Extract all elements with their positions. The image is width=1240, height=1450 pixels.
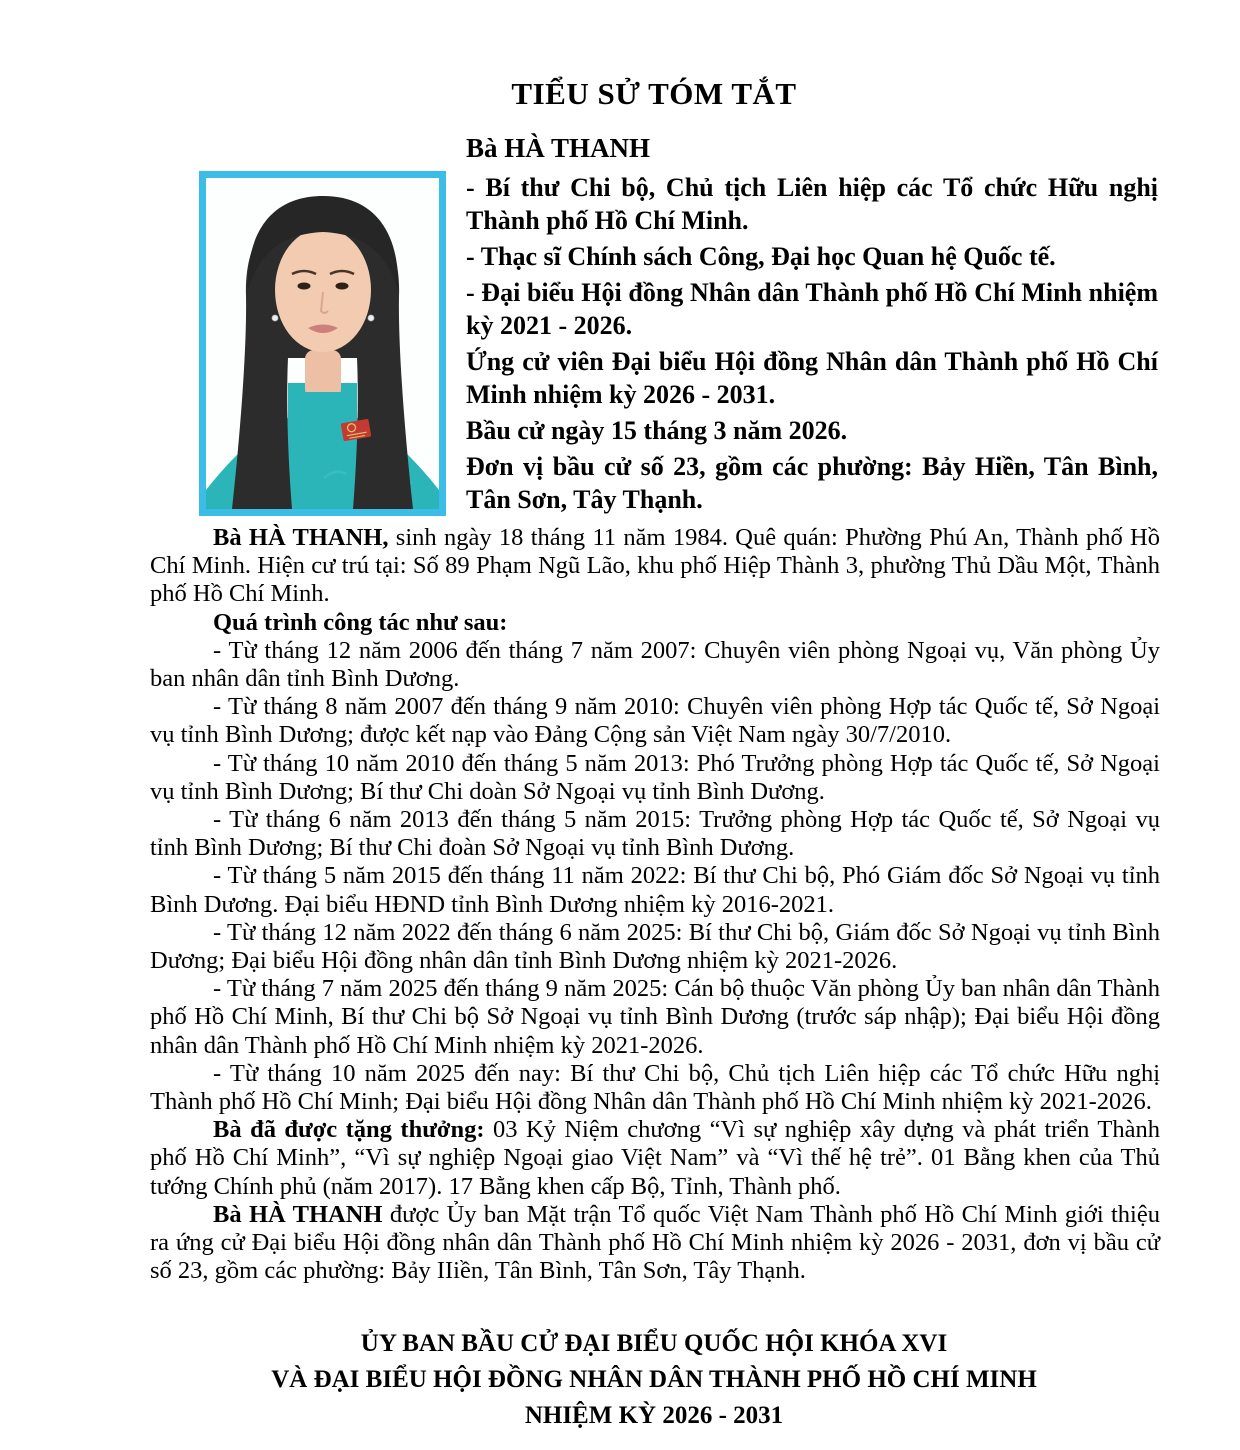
face <box>275 228 371 352</box>
footer-line-committee: ỦY BAN BẦU CỬ ĐẠI BIỂU QUỐC HỘI KHÓA XVI <box>360 1330 948 1357</box>
career-heading: Quá trình công tác như sau: <box>213 608 508 636</box>
career-item-4: - Từ tháng 6 năm 2013 đến tháng 5 năm 2015: Trưởng phòng Hợp tác Quốc tế, Sở Ngoại vụ tỉnh Bình Dương; Bí thư Chi đoàn Sở Ngoại vụ tỉnh Bình Dương. <box>150 806 1160 862</box>
intro-name-bold: Bà HÀ THANH, <box>213 524 389 551</box>
right-earring <box>368 315 374 321</box>
career-item-3: - Từ tháng 10 năm 2010 đến tháng 5 năm 2013: Phó Trưởng phòng Hợp tác Quốc tế, Sở Ngoại vụ tỉnh Bình Dương; Bí thư Chi doàn Sở Ngoại vụ tỉnh Bình Dương. <box>150 749 1160 805</box>
career-item-1: - Từ tháng 12 năm 2006 đến tháng 7 năm 2007: Chuyên viên phòng Ngoại vụ, Văn phòng Ủy ban nhân dân tỉnh Bình Dương. <box>150 636 1160 693</box>
header-summary <box>466 132 1158 519</box>
biography-body <box>150 524 1160 1285</box>
footer-line-council: VÀ ĐẠI BIỂU HỘI ĐỒNG NHÂN DÂN THÀNH PHỐ HỒ CHÍ MINH <box>271 1366 1037 1393</box>
awards-paragraph <box>150 1116 1160 1201</box>
awards-heading-bold: Bà đã được tặng thưởng: <box>213 1116 485 1144</box>
header-line-delegate: - Đại biểu Hội đồng Nhân dân Thành phố Hồ Chí Minh nhiệm kỳ 2021 - 2026. <box>466 278 1158 340</box>
left-eye <box>298 283 311 290</box>
career-item-7: - Từ tháng 7 năm 2025 đến tháng 9 năm 2025: Cán bộ thuộc Văn phòng Ủy ban nhân dân Thành phố Hồ Chí Minh, Bí thư Chi bộ Sở Ngoại vụ tỉnh Bình Dương (trước sáp nhập); Đại biểu Hội đồng nhân dân Thành phố Hồ Chí Minh nhiệm kỳ 2021-2026. <box>150 975 1160 1059</box>
neck <box>305 350 341 398</box>
career-item-2: - Từ tháng 8 năm 2007 đến tháng 9 năm 2010: Chuyên viên phòng Hợp tác Quốc tế, Sở Ngoại vụ tỉnh Bình Dương; được kết nạp vào Đảng Cộng sản Việt Nam ngày 30/7/2010. <box>150 693 1160 749</box>
left-earring <box>272 315 278 321</box>
candidate-name: Bà HÀ THANH <box>466 133 651 163</box>
nomination-name-bold: Bà HÀ THANH <box>213 1200 383 1228</box>
career-item-5: - Từ tháng 5 năm 2015 đến tháng 11 năm 2022: Bí thư Chi bộ, Phó Giám đốc Sở Ngoại vụ tỉnh Bình Dương. Đại biểu HĐND tỉnh Bình Dương nhiệm kỳ 2016-2021. <box>150 862 1160 918</box>
header-line-education: - Thạc sĩ Chính sách Công, Đại học Quan hệ Quốc tế. <box>466 242 1056 271</box>
header-line-candidacy: Ứng cử viên Đại biểu Hội đồng Nhân dân Thành phố Hồ Chí Minh nhiệm kỳ 2026 - 2031. <box>466 347 1158 409</box>
page-title: TIỂU SỬ TÓM TẮT <box>511 76 797 111</box>
awards-text: 03 Kỷ Niệm chương “Vì sự nghiệp xây dựng và phát triển Thành phố Hồ Chí Minh”, “Vì sự nghiệp Ngoại giao Việt Nam” và “Vì thế hệ trẻ”. 01 Bằng khen của Thủ tướng Chính phủ (năm 2017). 17 Bằng khen cấp Bộ, Tỉnh, Thành phố. <box>150 1116 1160 1200</box>
collar <box>297 392 349 420</box>
intro-paragraph <box>150 524 1160 609</box>
portrait-photo <box>206 178 439 509</box>
career-item-8: - Từ tháng 10 năm 2025 đến nay: Bí thư Chi bộ, Chủ tịch Liên hiệp các Tổ chức Hữu nghị Thành phố Hồ Chí Minh; Đại biểu Hội đồng Nhân dân Thành phố Hồ Chí Minh nhiệm kỳ 2021-2026. <box>150 1059 1160 1116</box>
election-committee-footer <box>150 1326 1158 1434</box>
footer-line-term: NHIỆM KỲ 2026 - 2031 <box>524 1402 784 1429</box>
header-line-election-date: Bầu cử ngày 15 tháng 3 năm 2026. <box>466 416 848 445</box>
nomination-paragraph <box>150 1201 1160 1286</box>
candidate-photo <box>199 171 446 516</box>
career-item-6: - Từ tháng 12 năm 2022 đến tháng 6 năm 2025: Bí thư Chi bộ, Giám đốc Sở Ngoại vụ tỉnh Bình Dương; Đại biểu Hội đồng nhân dân tỉnh Bình Dương nhiệm kỳ 2021-2026. <box>150 918 1160 975</box>
header-line-position: - Bí thư Chi bộ, Chủ tịch Liên hiệp các Tổ chức Hữu nghị Thành phố Hồ Chí Minh. <box>466 173 1158 235</box>
header-line-constituency: Đơn vị bầu cử số 23, gồm các phường: Bảy Hiền, Tân Bình, Tân Sơn, Tây Thạnh. <box>466 452 1158 514</box>
intro-text: sinh ngày 18 tháng 11 năm 1984. Quê quán: Phường Phú An, Thành phố Hồ Chí Minh. Hiện cư trú tại: Số 89 Phạm Ngũ Lão, khu phố Hiệp Thành 3, phường Thủ Dầu Một, Thành phố Hồ Chí Minh. <box>150 524 1160 608</box>
right-eye <box>336 283 349 290</box>
nomination-text: được Ủy ban Mặt trận Tổ quốc Việt Nam Thành phố Hồ Chí Minh giới thiệu ra ứng cử Đại biểu Hội đồng nhân dân Thành phố Hồ Chí Minh nhiệm kỳ 2026 - 2031, đơn vị bầu cử số 23, gồm các phường: Bảy IIiền, Tân Bình, Tân Sơn, Tây Thạnh. <box>150 1200 1160 1285</box>
